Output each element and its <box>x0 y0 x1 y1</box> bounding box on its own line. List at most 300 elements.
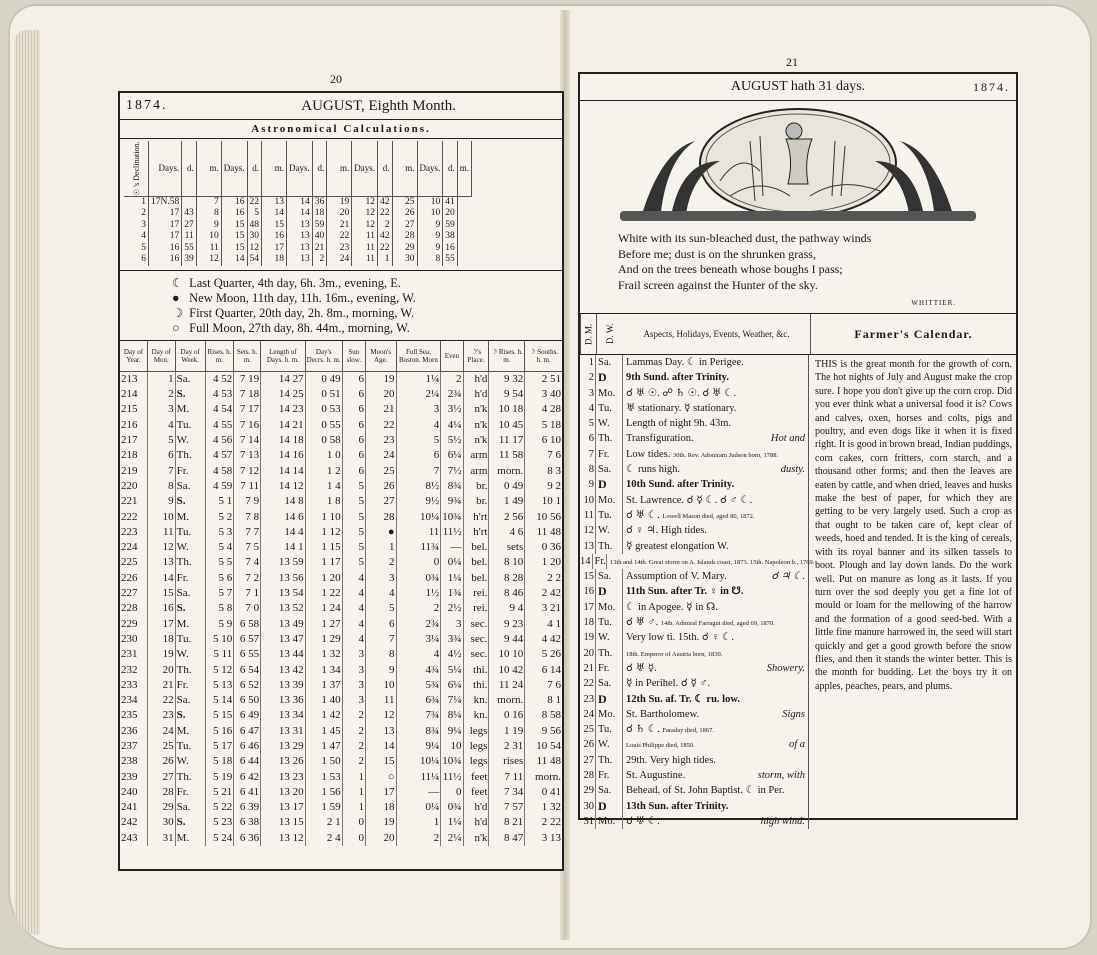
declination-cell: 17 <box>262 243 287 255</box>
daily-cell: Tu. <box>175 632 205 647</box>
daily-cell: 18 <box>148 632 176 647</box>
daily-cell: 8 <box>148 479 176 494</box>
declination-cell: 41 <box>443 196 458 208</box>
daily-cell: 3 <box>148 402 176 417</box>
poem <box>580 229 1016 314</box>
declination-cell: 11 <box>352 254 378 266</box>
declination-cell: 16 <box>221 196 247 208</box>
calendar-aspect-text: Behead. of St. John Baptist. ☾ in Per. <box>626 785 785 797</box>
daily-cell: 11 17 <box>489 433 525 448</box>
daily-cell: n'k <box>463 402 489 417</box>
daily-cell: 14 <box>148 571 176 586</box>
poem-line: And on the trees beneath whose boughs I pass; <box>618 262 843 276</box>
daily-cell: 23 <box>148 708 176 723</box>
daily-cell: 1 27 <box>305 617 342 632</box>
daily-cell: 8¼ <box>441 708 463 723</box>
daily-cell: kn. <box>463 708 489 723</box>
daily-cell: 2 4 <box>305 831 342 846</box>
daily-cell: 0 58 <box>305 433 342 448</box>
daily-cell: 7 11 <box>489 770 525 785</box>
daily-cell: 11¼ <box>396 770 441 785</box>
daily-cell: 4 <box>342 632 365 647</box>
calendar-day: 18 <box>580 615 596 630</box>
calendar-weather: Signs <box>782 708 805 720</box>
daily-cell: br. <box>463 494 489 509</box>
daily-cell: 7 5 <box>234 540 261 555</box>
daily-cell: 13 <box>366 724 397 739</box>
daily-cell: 14 27 <box>261 371 306 387</box>
calendar-day: 8 <box>580 462 596 477</box>
daily-cell: 25 <box>366 464 397 479</box>
daily-cell: 0¼ <box>441 555 463 570</box>
declination-row <box>124 254 472 266</box>
daily-cell: 20 <box>148 663 176 678</box>
calendar-weather: ☌ ♃ ☾. <box>771 571 805 583</box>
daily-cell: 6 46 <box>234 739 261 754</box>
daily-cell: 13 52 <box>261 601 306 616</box>
daily-cell: 0 49 <box>305 371 342 387</box>
daily-row <box>120 739 562 754</box>
daily-cell: 7 19 <box>234 371 261 387</box>
calendar-aspect-text: ♅ stationary. ☿ stationary. <box>626 402 737 414</box>
daily-row <box>120 448 562 463</box>
daily-cell: 6 58 <box>234 617 261 632</box>
daily-cell: 14 23 <box>261 402 306 417</box>
declination-cell: 15 <box>221 231 247 243</box>
daily-cell: 1 <box>396 815 441 830</box>
daily-cell: 6 <box>396 448 441 463</box>
daily-cell: 1 <box>342 785 365 800</box>
daily-cell: 8 10 <box>489 555 525 570</box>
daily-row <box>120 402 562 417</box>
daily-cell: 6 49 <box>234 708 261 723</box>
daily-cell: 4 <box>366 586 397 601</box>
daily-cell: 7 6 <box>547 678 561 691</box>
daily-cell: 0 <box>342 815 365 830</box>
daily-cell: 216 <box>120 418 148 433</box>
declination-cell: 9 <box>417 243 443 255</box>
daily-row <box>120 708 562 723</box>
daily-cell: 26 <box>148 754 176 769</box>
daily-cell: 1 22 <box>305 586 342 601</box>
declination-cell: 26 <box>392 208 417 220</box>
declination-cell: 9 <box>196 220 221 232</box>
daily-cell: h'd <box>463 387 489 402</box>
daily-cell: 1 12 <box>305 525 342 540</box>
declination-cell: 24 <box>327 254 352 266</box>
daily-cell: 5 6 <box>205 571 234 586</box>
calendar-day: 20 <box>580 646 596 661</box>
calendar-day: 2 <box>580 370 596 385</box>
calendar-aspect-note: 18th. Emperor of Austria born, 1830. <box>626 650 723 658</box>
daily-cell: 14 14 <box>261 464 306 479</box>
daily-cell: — <box>441 540 463 555</box>
declination-cell: 42 <box>378 231 393 243</box>
calendar-row <box>580 508 808 523</box>
calendar-day: 15 <box>580 569 596 584</box>
calendar-aspect <box>623 722 808 737</box>
daily-cell: Th. <box>175 663 205 678</box>
daily-cell: 9 23 <box>489 617 525 632</box>
calendar-aspect-text: St. Bartholomew. <box>626 708 700 720</box>
daily-cell: 11¾ <box>396 540 441 555</box>
daily-cell: n'k <box>463 433 489 448</box>
declination-cell: 1 <box>378 254 393 266</box>
daily-cell: 235 <box>120 708 148 723</box>
daily-row <box>120 754 562 769</box>
calendar-aspect <box>623 707 808 722</box>
poem-author: WHITTIER. <box>911 298 956 307</box>
declination-header: m. <box>196 141 221 196</box>
calendar-aspect-text: Lammas Day. ☾ in Perigee. <box>626 357 744 368</box>
daily-row <box>120 433 562 448</box>
daily-cell: 7 <box>396 464 441 479</box>
daily-cell: bel. <box>463 555 489 570</box>
moon-phase-line <box>172 321 562 336</box>
daily-cell: 2 31 <box>489 739 525 754</box>
calendar-aspect <box>623 737 808 752</box>
daily-cell: 10 18 <box>489 402 525 417</box>
calendar-weekday: Sa. <box>596 569 623 584</box>
declination-row <box>124 243 472 255</box>
declination-cell: 54 <box>247 254 262 266</box>
calendar-aspect <box>623 447 808 462</box>
daily-cell: 1 <box>342 800 365 815</box>
daily-cell: 240 <box>120 785 148 800</box>
declination-cell: 59 <box>312 220 327 232</box>
daily-cell: 6 52 <box>234 678 261 693</box>
declination-cell: 16 <box>262 231 287 243</box>
calendar-aspect-note: 13th and 14th. Great storm on A. Islands coast, 1873. 15th. Napoleon b., 1769. <box>609 558 815 566</box>
daily-row <box>120 586 562 601</box>
daily-row <box>120 663 562 678</box>
daily-cell: 4 <box>342 586 365 601</box>
daily-cell: 3½ <box>441 402 463 417</box>
declination-cell: 5 <box>247 208 262 220</box>
daily-header: Sets. h. m. <box>234 341 261 372</box>
daily-cell: 2 22 <box>541 816 561 829</box>
daily-cell: 1 34 <box>305 663 342 678</box>
daily-cell: 1 59 <box>305 800 342 815</box>
daily-row <box>120 617 562 632</box>
declination-cell: 13 <box>287 231 313 243</box>
daily-cell: 5 <box>366 601 397 616</box>
daily-cell: Th. <box>175 555 205 570</box>
daily-row <box>120 770 562 785</box>
daily-cell: 6 57 <box>234 632 261 647</box>
daily-cell: 8 1 <box>547 694 561 707</box>
daily-cell: 5¾ <box>396 678 441 693</box>
moon-phase-text: Last Quarter, 4th day, 6h. 3m., evening, E. <box>189 275 401 290</box>
calendar-aspect-text: St. Lawrence. ☌ ☿ ☾. ☌ ♂ ☾. <box>626 494 753 506</box>
daily-cell: 5 <box>342 525 365 540</box>
daily-cell: 13 54 <box>261 586 306 601</box>
daily-cell: 5 12 <box>205 663 234 678</box>
declination-cell: 16 <box>149 243 182 255</box>
declination-cell: 39 <box>182 254 197 266</box>
calendar-row <box>580 477 808 492</box>
declination-cell: 40 <box>312 231 327 243</box>
moon-phase-icon: ○ <box>172 320 180 335</box>
calendar-aspect-note: 30th. Rev. Adoniram Judson born, 1788. <box>672 451 779 459</box>
left-page-number: 20 <box>330 72 342 86</box>
daily-cell: 10¾ <box>441 510 463 525</box>
header-day-month: D. M. <box>580 314 596 354</box>
moon-phase-icon: ☽ <box>172 305 184 320</box>
daily-cell: 2¼ <box>441 831 463 846</box>
daily-cell: 21 <box>148 678 176 693</box>
declination-cell: 2 <box>312 254 327 266</box>
declination-cell: 13 <box>287 254 313 266</box>
daily-row <box>120 387 562 402</box>
daily-cell: 227 <box>120 586 148 601</box>
declination-cell: 13 <box>287 243 313 255</box>
declination-header: Days. <box>149 141 182 196</box>
daily-cell: 6 44 <box>234 754 261 769</box>
daily-cell: 4 42 <box>541 632 561 645</box>
daily-cell: 2¼ <box>396 387 441 402</box>
daily-cell: 13 29 <box>261 739 306 754</box>
daily-cell: Sa. <box>175 800 205 815</box>
calendar-aspect-text: 29th. Very high tides. <box>626 754 716 766</box>
declination-cell: 22 <box>378 208 393 220</box>
declination-header: d. <box>247 141 262 196</box>
daily-cell: 4½ <box>441 647 463 662</box>
calendar-day: 1 <box>580 355 596 370</box>
calendar-weekday: Th. <box>596 539 623 554</box>
calendar-aspect <box>623 630 808 645</box>
daily-cell: 7 8 <box>234 510 261 525</box>
declination-cell: 15 <box>221 220 247 232</box>
daily-cell: 16 <box>148 601 176 616</box>
daily-cell: 11 <box>148 525 176 540</box>
daily-cell: 214 <box>120 387 148 402</box>
calendar-aspect <box>623 493 808 508</box>
daily-cell: 9½ <box>396 494 441 509</box>
daily-cell: 9 2 <box>547 479 561 492</box>
calendar-day: 25 <box>580 722 596 737</box>
daily-cell: 5 7 <box>205 586 234 601</box>
daily-cell: Tu. <box>175 739 205 754</box>
daily-cell: 13 49 <box>261 617 306 632</box>
daily-row <box>120 464 562 479</box>
calendar-weekday: Th. <box>596 753 623 768</box>
daily-cell: 5 22 <box>205 800 234 815</box>
engraving-illustration <box>580 101 1016 229</box>
daily-cell: 2 <box>148 387 176 402</box>
daily-cell: kn. <box>463 693 489 708</box>
calendar-aspect-text: Low tides. <box>626 448 671 460</box>
declination-cell: 10 <box>417 196 443 208</box>
daily-cell: 3 <box>342 663 365 678</box>
daily-cell: 8¾ <box>441 479 463 494</box>
daily-cell: 2 2 <box>547 571 561 584</box>
daily-cell: 5 8 <box>205 601 234 616</box>
calendar-weekday: Fr. <box>593 554 607 569</box>
daily-cell: 13 39 <box>261 678 306 693</box>
calendar-weekday: Fr. <box>596 447 623 462</box>
daily-row <box>120 571 562 586</box>
declination-cell: 27 <box>392 220 417 232</box>
declination-cell: 27 <box>182 220 197 232</box>
right-year: 1874. <box>973 79 1010 94</box>
daily-cell: Sa. <box>175 693 205 708</box>
daily-cell: 2 <box>396 831 441 846</box>
declination-header: m. <box>262 141 287 196</box>
calendar-weekday: Tu. <box>596 508 623 523</box>
daily-cell: 9¾ <box>441 494 463 509</box>
daily-cell: 0 36 <box>541 541 561 554</box>
daily-cell: 9 44 <box>489 632 525 647</box>
declination-cell: 48 <box>247 220 262 232</box>
daily-cell: 5 11 <box>205 647 234 662</box>
daily-cell: 5 10 <box>205 632 234 647</box>
daily-header: Day of Year. <box>120 341 148 372</box>
moon-phase-line <box>172 306 562 321</box>
declination-cell: 7 <box>196 196 221 208</box>
calendar-day: 29 <box>580 783 596 798</box>
poem-line: Before me; dust is on the shrunken grass, <box>618 246 816 261</box>
daily-cell: W. <box>175 540 205 555</box>
daily-cell: 21 <box>366 402 397 417</box>
calendar-row <box>580 737 808 752</box>
daily-cell: 14 4 <box>261 525 306 540</box>
daily-cell: 28 <box>366 510 397 525</box>
daily-cell: 2 <box>342 754 365 769</box>
calendar-aspect <box>623 646 808 661</box>
daily-cell: 6¾ <box>396 693 441 708</box>
declination-header: d. <box>443 141 458 196</box>
declination-header: m. <box>392 141 417 196</box>
daily-cell: n'k <box>463 418 489 433</box>
calendar-weekday: Mo. <box>596 814 623 829</box>
calendar-aspect <box>623 462 808 477</box>
daily-cell: 5 <box>342 494 365 509</box>
daily-cell: 3 <box>396 402 441 417</box>
calendar-row <box>580 539 808 554</box>
daily-cell: 11 <box>366 693 397 708</box>
declination-row <box>124 196 472 208</box>
daily-cell: 9 <box>366 663 397 678</box>
daily-cell: 7 9 <box>234 494 261 509</box>
declination-cell: 14 <box>287 208 313 220</box>
daily-cell: n'k <box>463 831 489 846</box>
declination-cell: 15 <box>221 243 247 255</box>
calendar-aspect <box>623 477 808 492</box>
daily-cell: 5 13 <box>205 678 234 693</box>
calendar-weekday: W. <box>596 523 623 538</box>
daily-cell: S. <box>175 601 205 616</box>
daily-cell: 8 28 <box>489 571 525 586</box>
calendar-row <box>580 692 808 707</box>
daily-cell: 11 58 <box>489 448 525 463</box>
daily-cell: 7 0 <box>234 601 261 616</box>
declination-cell: 29 <box>392 243 417 255</box>
calendar-aspect-text: ☌ ♅ ☾. <box>626 815 660 827</box>
daily-cell: 10¼ <box>396 510 441 525</box>
daily-cell: 4 <box>148 418 176 433</box>
daily-cell: 2¾ <box>441 387 463 402</box>
daily-cell: 243 <box>120 831 148 846</box>
calendar-weekday: Tu. <box>596 401 623 416</box>
daily-cell: 13 36 <box>261 693 306 708</box>
calendar-row <box>580 447 808 462</box>
daily-cell: 0¾ <box>441 800 463 815</box>
daily-cell: 22 <box>366 418 397 433</box>
daily-cell: 6 <box>342 433 365 448</box>
calendar-weekday: D <box>596 692 623 707</box>
calendar-day: 11 <box>580 508 596 523</box>
daily-cell: h'd <box>463 815 489 830</box>
daily-cell: br. <box>463 479 489 494</box>
calendar-aspect-text: ☾ in Apogee. ☿ in ☊. <box>626 601 718 613</box>
daily-cell: 1 56 <box>305 785 342 800</box>
declination-cell: 16 <box>221 208 247 220</box>
right-page-number: 21 <box>786 55 798 69</box>
daily-cell: 4 57 <box>205 448 234 463</box>
declination-cell: 12 <box>352 196 378 208</box>
daily-cell: 5 16 <box>205 724 234 739</box>
header-aspects: Aspects, Holidays, Events, Weather, &c. <box>623 314 811 354</box>
daily-cell: W. <box>175 647 205 662</box>
calendar-aspect <box>623 799 808 814</box>
calendar-aspect-text: Assumption of V. Mary. <box>626 571 727 583</box>
calendar-row <box>580 630 808 645</box>
daily-cell: Th. <box>175 770 205 785</box>
declination-cell: 17 <box>149 220 182 232</box>
daily-cell: 13 59 <box>261 555 306 570</box>
daily-cell: 7 18 <box>234 387 261 402</box>
daily-cell: 5 15 <box>205 708 234 723</box>
declination-label: ☉'s Declination. <box>124 141 149 196</box>
calendar-weekday: Mo. <box>596 707 623 722</box>
calendar-aspect-text: Length of night 9h. 43m. <box>626 418 731 430</box>
daily-cell: 4 1 <box>547 617 561 630</box>
calendar-aspect <box>623 676 808 691</box>
astro-section-title: Astronomical Calculations. <box>120 120 562 139</box>
calendar-aspect-note: Lowell Mason died, aged 80, 1872. <box>662 512 755 520</box>
daily-cell: feet <box>463 785 489 800</box>
daily-header: Rises. h. m. <box>205 341 234 372</box>
daily-cell: 12 <box>148 540 176 555</box>
moon-phase-line <box>172 276 562 291</box>
daily-cell: Fr. <box>175 678 205 693</box>
daily-cell: 14 8 <box>261 494 306 509</box>
calendar-aspect-text: Very low ti. 15th. ☌ ♀ ☾. <box>626 632 735 644</box>
declination-cell: 18 <box>312 208 327 220</box>
daily-cell: W. <box>175 433 205 448</box>
daily-cell: 6 <box>342 448 365 463</box>
calendar-aspect <box>623 539 808 554</box>
declination-cell: 28 <box>392 231 417 243</box>
daily-row <box>120 494 562 509</box>
daily-cell: 6 <box>342 371 365 387</box>
daily-cell: 3 <box>342 647 365 662</box>
daily-cell: 6 <box>148 448 176 463</box>
daily-cell: 10 1 <box>541 495 561 508</box>
declination-cell: 18 <box>262 254 287 266</box>
daily-cell: 1 20 <box>541 556 561 569</box>
daily-cell: 6 14 <box>541 663 561 676</box>
declination-cell: 13 <box>287 220 313 232</box>
daily-cell: 4 56 <box>205 433 234 448</box>
daily-cell: 2 56 <box>489 510 525 525</box>
daily-cell: 13 31 <box>261 724 306 739</box>
daily-cell: 5 <box>342 479 365 494</box>
daily-cell: rei. <box>463 586 489 601</box>
declination-cell: 12 <box>196 254 221 266</box>
declination-cell: 55 <box>182 243 197 255</box>
